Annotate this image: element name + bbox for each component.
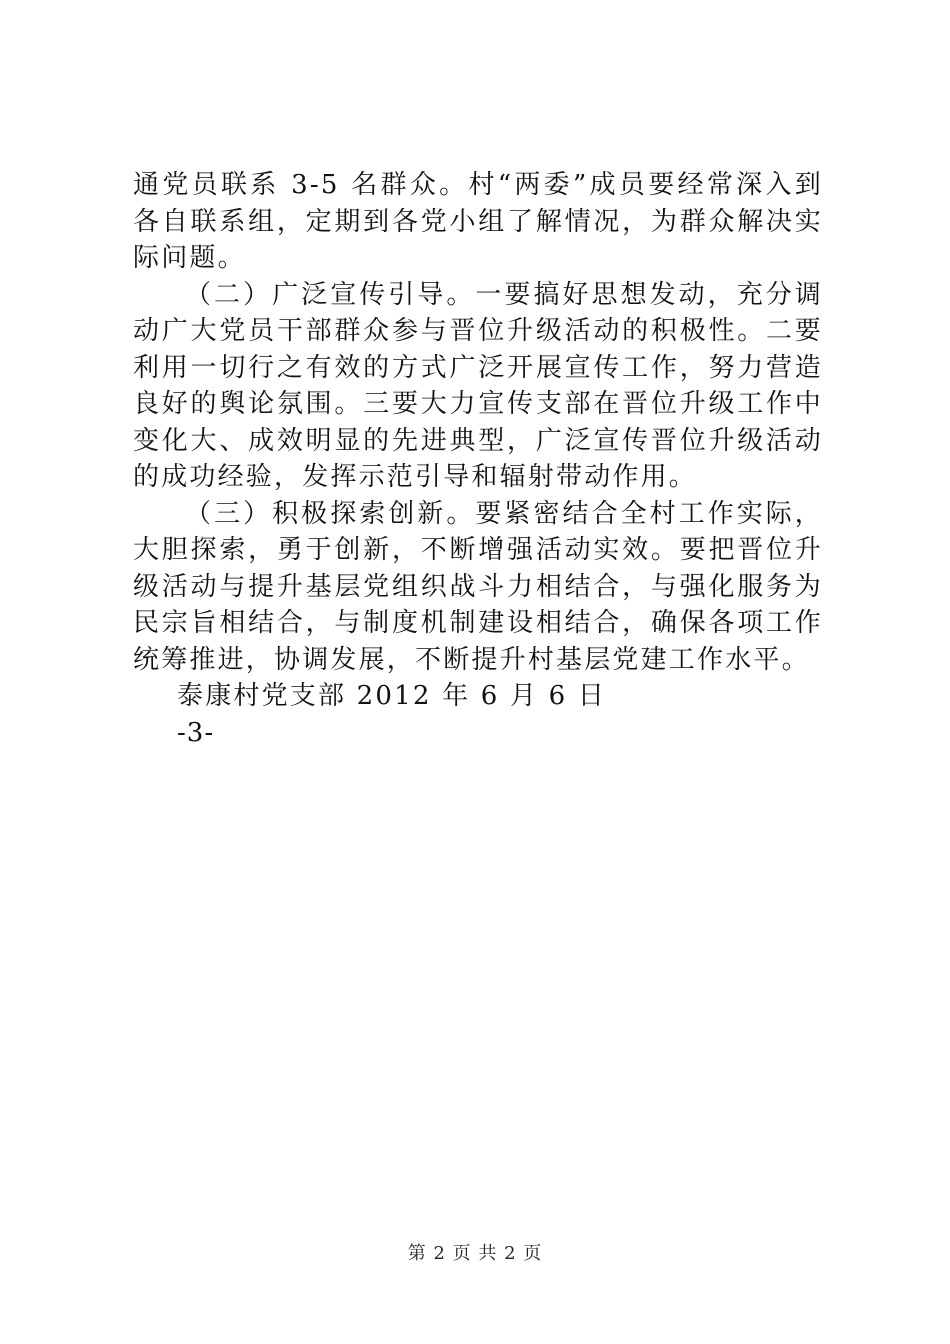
page-marker: -3- (177, 717, 215, 748)
signature-line: 泰康村党支部 2012 年 6 月 6 日 (177, 681, 607, 711)
body-paragraph-1: 通党员联系 3-5 名群众。村“两委”成员要经常深入到各自联系组，定期到各党小组了解情况，为群众解决实际问题。 (133, 170, 823, 273)
document-body (133, 167, 823, 751)
body-paragraph-2: （二）广泛宣传引导。一要搞好思想发动，充分调动广大党员干部群众参与晋位升级活动的积极性。二要利用一切行之有效的方式广泛开展宣传工作，努力营造良好的舆论氛围。三要大力宣传支部在晋位升级工作中变化大、成效明显的先进典型，广泛宣传晋位升级活动的成功经验，发挥示范引导和辐射带动作用。 (133, 279, 823, 492)
body-paragraph-3: （三）积极探索创新。要紧密结合全村工作实际，大胆探索，勇于创新，不断增强活动实效。要把晋位升级活动与提升基层党组织战斗力相结合，与强化服务为民宗旨相结合，与制度机制建设相结合，确保各项工作统筹推进，协调发展，不断提升村基层党建工作水平。 (133, 498, 823, 675)
page-footer: 第 2 页 共 2 页 (407, 1243, 543, 1264)
